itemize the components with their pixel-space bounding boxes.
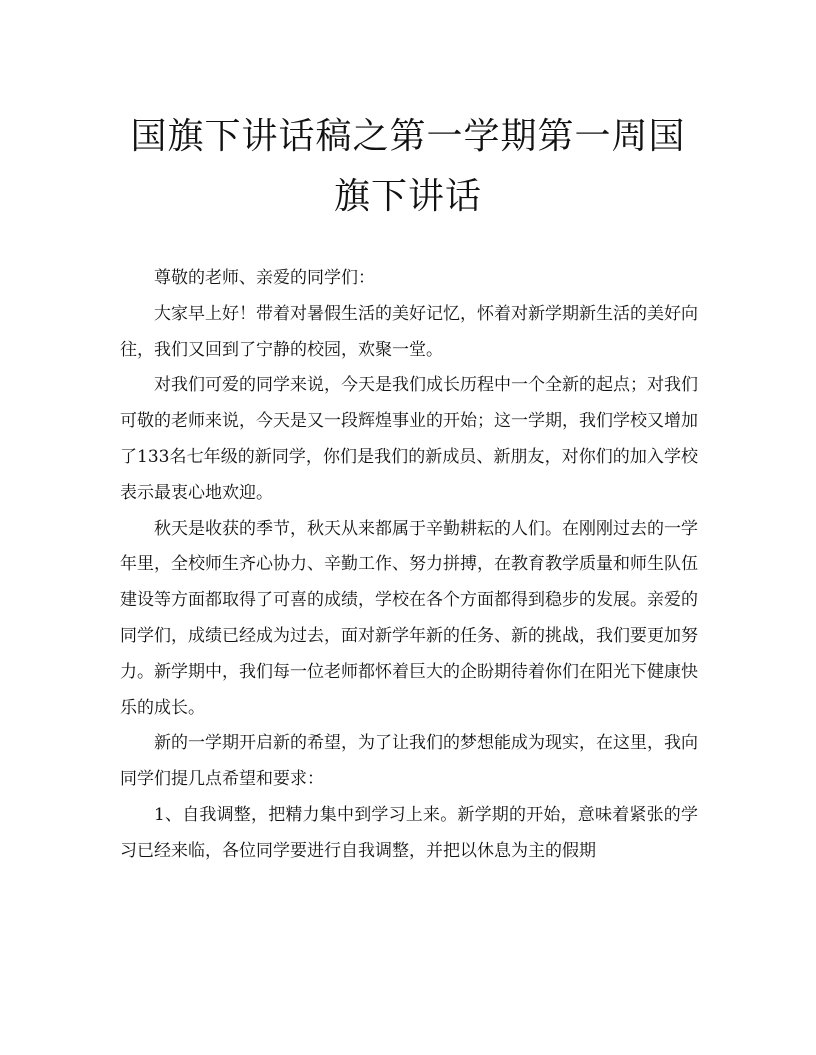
salutation-paragraph: 尊敬的老师、亲爱的同学们： [154,268,375,288]
body-paragraph: 大家早上好！带着对暑假生活的美好记忆，怀着对新学期新生活的美好向往，我们又回到了宁静的校园，欢聚一堂。 [120,303,698,360]
body-paragraph: 新的一学期开启新的希望，为了让我们的梦想能成为现实，在这里，我向同学们提几点希望和要求： [120,733,698,790]
document-title: 国旗下讲话稿之第一学期第一周国旗下讲话 [130,116,686,217]
document-body [120,261,698,870]
body-paragraph: 对我们可爱的同学来说，今天是我们成长历程中一个全新的起点；对我们可敬的老师来说，今天是又一段辉煌事业的开始；这一学期，我们学校又增加了133名七年级的新同学，你们是我们的新成员、新朋友，对你们的加入学校表示最衷心地欢迎。 [120,375,698,503]
body-paragraph: 1、自我调整，把精力集中到学习上来。新学期的开始，意味着紧张的学习已经来临，各位同学要进行自我调整，并把以休息为主的假期 [120,804,698,861]
body-paragraph: 秋天是收获的季节，秋天从来都属于辛勤耕耘的人们。在刚刚过去的一学年里，全校师生齐心协力、辛勤工作、努力拼搏，在教育教学质量和师生队伍建设等方面都取得了可喜的成绩，学校在各个方面都得到稳步的发展。亲爱的同学们，成绩已经成为过去，面对新学年新的任务、新的挑战，我们要更加努力。新学期中，我们每一位老师都怀着巨大的企盼期待着你们在阳光下健康快乐的成长。 [120,518,698,718]
